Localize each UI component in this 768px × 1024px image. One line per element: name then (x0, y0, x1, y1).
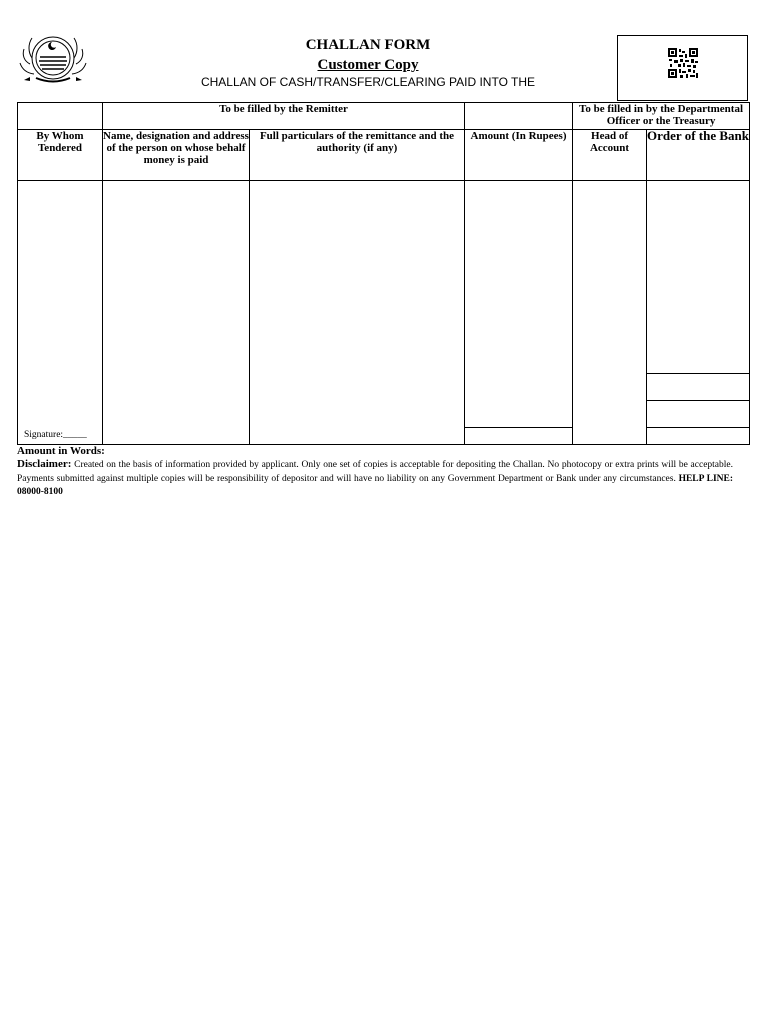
bank-order-divider-2 (647, 400, 749, 401)
amount-cell[interactable] (465, 181, 573, 445)
signature-line: Signature:_____ (24, 430, 87, 440)
column-header-particulars: Full particulars of the remittance and the authority (if any) (250, 130, 465, 181)
bank-order-divider-1 (647, 373, 749, 374)
disclaimer-label: Disclaimer: (17, 458, 72, 470)
tendered-cell[interactable] (18, 181, 103, 445)
column-header-bank-order: Order of the Bank (647, 130, 750, 181)
challan-description: CHALLAN OF CASH/TRANSFER/CLEARING PAID INTO THE (200, 75, 536, 89)
column-header-name: Name, designation and address of the person on whose behalf money is paid (103, 130, 250, 181)
copy-type-subtitle: Customer Copy (317, 57, 419, 73)
remitter-group-header: To be filled by the Remitter (103, 103, 465, 130)
form-title: CHALLAN FORM (305, 37, 431, 53)
disclaimer (17, 458, 733, 500)
challan-table (17, 102, 750, 445)
group-header-empty-amount (465, 103, 573, 130)
name-cell[interactable] (103, 181, 250, 445)
qr-code-box (617, 35, 748, 101)
column-header-head-of-account: Head of Account (573, 130, 647, 181)
amount-total-divider (465, 427, 572, 428)
head-of-account-cell[interactable] (573, 181, 647, 445)
group-header-empty (18, 103, 103, 130)
column-header-amount: Amount (In Rupees) (465, 130, 573, 181)
amount-in-words-label: Amount in Words: (17, 445, 105, 457)
treasury-group-header: To be filled in by the Departmental Officer or the Treasury (573, 103, 750, 130)
column-header-tendered: By Whom Tendered (18, 130, 103, 181)
bank-order-cell[interactable] (647, 181, 750, 445)
bank-order-divider-3 (647, 427, 749, 428)
qr-code-icon (668, 48, 698, 78)
particulars-cell[interactable] (250, 181, 465, 445)
disclaimer-text: Created on the basis of information provided by applicant. Only one set of copies is acceptable for depositing the Challan. No photocopy or extra prints will be acceptable. Payments submitted against multiple copies will be responsibility of depositor and will have no liability on any Government Department or Bank under any circumstances. (17, 460, 734, 484)
helpline-text: HELP LINE: 08000-8100 (17, 473, 734, 497)
